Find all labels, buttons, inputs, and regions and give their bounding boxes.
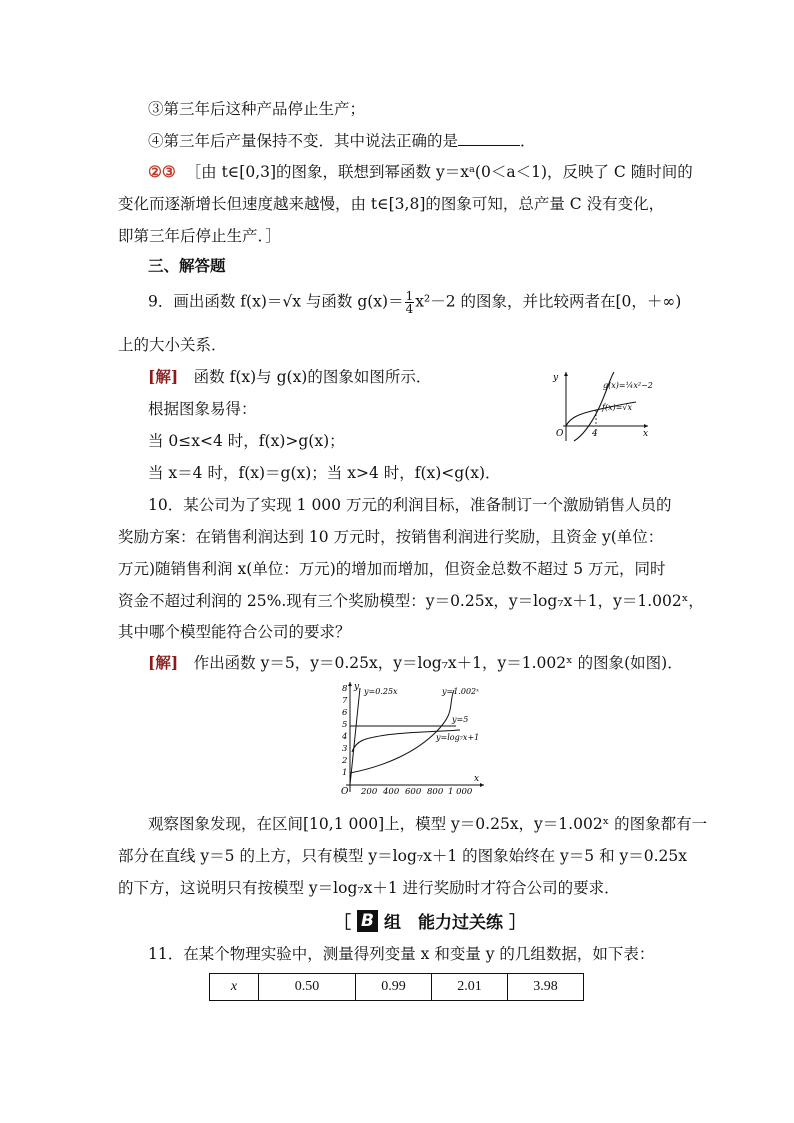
fig2-ytick-7: 7 [342, 696, 348, 706]
solution-10-line-2: 观察图象发现，在区间[10,1 000]上，模型 y＝0.25x，y＝1.002ˣ 的图象都有一 [148, 815, 708, 833]
explanation-2: 变化而逐渐增长但速度越来越慢，由 t∈[3,8]的图象可知，总产量 C 没有变化， [118, 195, 665, 213]
fig2-xtick-400: 400 [383, 787, 400, 797]
fig2-y-ticks [341, 684, 348, 778]
fig2-ytick-6: 6 [342, 708, 348, 718]
fig1-tick-4: 4 [592, 429, 598, 439]
fraction-denominator: 4 [405, 302, 414, 316]
fig2-label-const: y=5 [452, 715, 469, 724]
fig2-ytick-3: 3 [342, 744, 348, 754]
fig2-xtick-600: 600 [405, 787, 422, 797]
answer-line [148, 161, 693, 183]
option-3: ③第三年后这种产品停止生产； [148, 100, 366, 118]
explanation-1: ［由 t∈[0,3]的图象，联想到幂函数 y＝xᵃ(0＜a＜1)，反映了 C 随时间的 [185, 163, 693, 181]
solution-9-line-1 [148, 366, 431, 388]
period: ． [520, 132, 536, 150]
fig2-label-lin: y=0.25x [364, 687, 398, 696]
banner-text: 组 能力过关练 [383, 913, 503, 933]
table-row [210, 974, 584, 1001]
table-cell: 0.50 [259, 974, 356, 1001]
table-cell: x [210, 974, 259, 1001]
banner-left-bracket: ［ [334, 913, 351, 933]
question-9 [148, 290, 681, 315]
question-10-line-5: 其中哪个模型能符合公司的要求？ [118, 623, 351, 641]
banner-b-box: B [357, 910, 378, 932]
banner-right-bracket: ］ [508, 913, 526, 933]
fig2-xtick-200: 200 [361, 787, 378, 797]
table-cell: 0.99 [356, 974, 432, 1001]
answer-label: ②③ [148, 162, 176, 181]
fig2-xtick-800: 800 [427, 787, 444, 797]
fig2-xtick-1000: 1 000 [448, 787, 473, 797]
table-cell: 2.01 [432, 974, 508, 1001]
fig2-ytick-1: 1 [342, 768, 348, 778]
group-b-banner [334, 908, 526, 933]
fig2-label-log: y=log₇x+1 [436, 733, 480, 742]
fraction-numerator: 1 [405, 289, 414, 303]
fig2-y-label: y [354, 682, 360, 692]
fig1-g-label: g(x)=¼x²−2 [603, 381, 653, 390]
line-025x [350, 688, 360, 785]
solution-10-line-1 [148, 652, 683, 674]
figure-2 [336, 680, 492, 798]
fig2-ytick-5: 5 [342, 720, 348, 730]
question-10-line-4: 资金不超过利润的 25%.现有三个奖励模型：y＝0.25x，y＝log₇x＋1，y＝1.002ˣ， [118, 592, 704, 610]
fig2-x-label: x [474, 774, 480, 784]
fig2-ytick-8: 8 [342, 684, 348, 694]
question-10-line-3: 万元)随销售利润 x(单位：万元)的增加而增加，但资金总数不超过 5 万元，同时 [118, 560, 666, 578]
fig1-x-label: x [643, 429, 649, 439]
fraction [405, 290, 415, 315]
explanation-3: 即第三年后停止生产．］ [118, 227, 281, 245]
solution-9-text: 函数 f(x)与 g(x)的图象如图所示． [178, 368, 432, 386]
fig1-origin: O [556, 429, 564, 439]
section-heading: 三、解答题 [148, 256, 226, 275]
data-table [209, 973, 584, 1001]
fig2-ytick-2: 2 [342, 756, 348, 766]
fig2-origin: O [341, 787, 349, 797]
question-11: 11．在某个物理实验中，测量得列变量 x 和变量 y 的几组数据，如下表： [148, 945, 655, 963]
question-9-cont: 上的大小关系． [118, 336, 227, 354]
solution-tag-10: [解] [148, 653, 179, 672]
fig1-f-label: f(x)=√x [602, 403, 633, 412]
question-10-line-2: 奖励方案：在销售利润达到 10 万元时，按销售利润进行奖励，且资金 y(单位： [118, 528, 664, 546]
solution-10-text: 作出函数 y＝5，y＝0.25x，y＝log₇x＋1，y＝1.002ˣ 的图象(如图)． [178, 654, 683, 672]
option-4 [148, 130, 536, 152]
solution-tag: [解] [148, 367, 179, 386]
solution-10-line-4: 的下方，这说明只有按模型 y＝log₇x＋1 进行奖励时才符合公司的要求． [118, 879, 620, 897]
question-9-part-a: 9．画出函数 f(x)＝√x 与函数 g(x)＝ [148, 292, 404, 311]
question-10-line-1: 10．某公司为了实现 1 000 万元的利润目标，准备制订一个激励销售人员的 [148, 496, 672, 514]
figure-1 [548, 366, 658, 444]
table-cell: 3.98 [508, 974, 584, 1001]
solution-9-line-2: 根据图象易得： [148, 400, 257, 418]
answer-blank [458, 131, 520, 146]
fig2-ytick-4: 4 [342, 732, 348, 742]
question-9-part-b: x²－2 的图象，并比较两者在[0，＋∞) [415, 292, 682, 311]
solution-10-line-3: 部分在直线 y＝5 的上方，只有模型 y＝log₇x＋1 的图象始终在 y＝5 和 y＝0.25x [118, 847, 688, 865]
solution-9-line-3: 当 0≤x<4 时，f(x)>g(x)； [148, 432, 345, 450]
fig1-y-label: y [553, 373, 559, 383]
option-4-text: ④第三年后产量保持不变．其中说法正确的是 [148, 132, 459, 150]
fig2-x-ticks [360, 787, 473, 797]
solution-9-line-4: 当 x＝4 时，f(x)＝g(x)；当 x>4 时，f(x)<g(x)． [148, 464, 501, 482]
fig2-label-exp: y=1.002ˣ [442, 687, 479, 696]
